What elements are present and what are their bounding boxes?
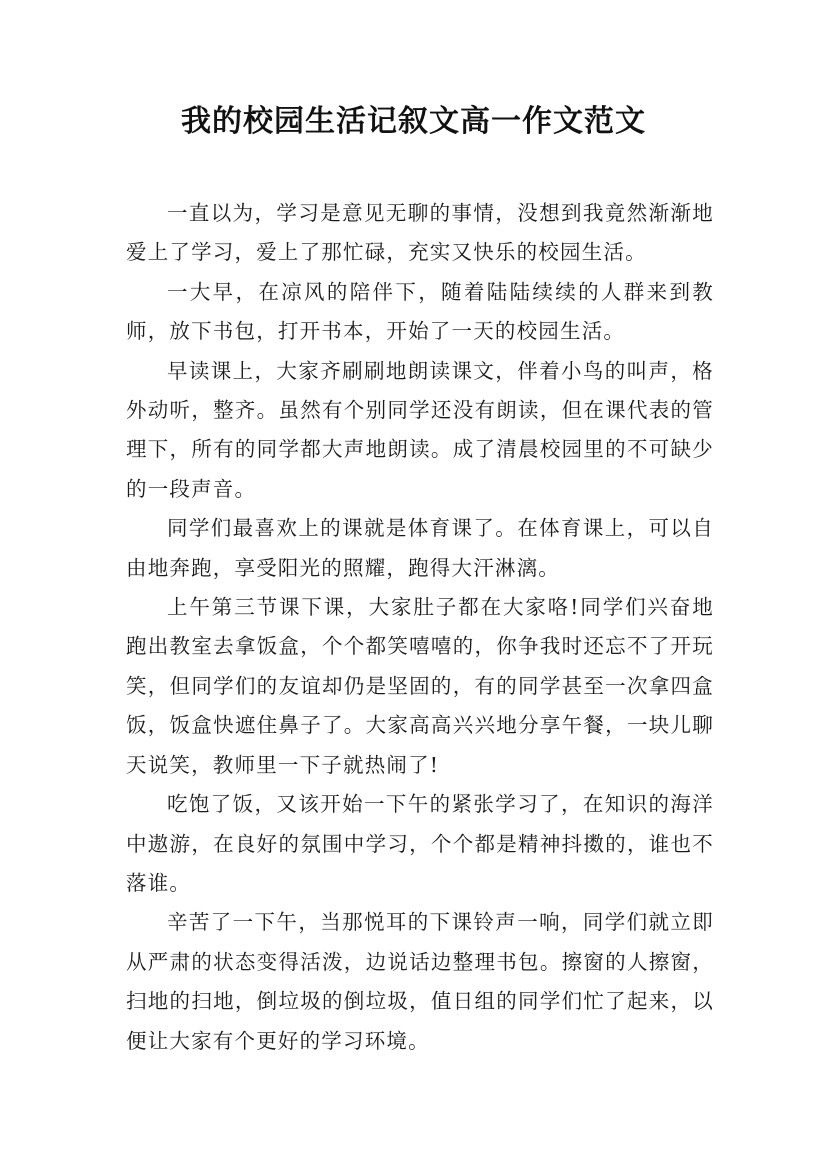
document-title: 我的校园生活记叙文高一作文范文 xyxy=(181,104,646,139)
paragraph: 上午第三节课下课，大家肚子都在大家咯!同学们兴奋地跑出教室去拿饭盒，个个都笑嘻嘻的，你争我时还忘不了开玩笑，但同学们的友谊却仍是坚固的，有的同学甚至一次拿四盒饭，饭盒快遮住鼻子了。大家高高兴兴地分享午餐，一块儿聊天说笑，教师里一下子就热闹了! xyxy=(126,595,714,777)
paragraph: 同学们最喜欢上的课就是体育课了。在体育课上，可以自由地奔跑，享受阳光的照耀，跑得大汗淋漓。 xyxy=(126,516,714,580)
paragraph: 早读课上，大家齐刷刷地朗读课文，伴着小鸟的叫声，格外动听，整齐。虽然有个别同学还没有朗读，但在课代表的管理下，所有的同学都大声地朗读。成了清晨校园里的不可缺少的一段声音。 xyxy=(126,358,714,501)
paragraph: 吃饱了饭，又该开始一下午的紧张学习了，在知识的海洋中遨游，在良好的氛围中学习，个个都是精神抖擞的，谁也不落谁。 xyxy=(126,792,714,895)
paragraph: 一直以为，学习是意见无聊的事情，没想到我竟然渐渐地爱上了学习，爱上了那忙碌，充实又快乐的校园生活。 xyxy=(126,201,714,265)
paragraph: 一大早，在凉风的陪伴下，随着陆陆续续的人群来到教师，放下书包，打开书本，开始了一天的校园生活。 xyxy=(126,279,714,344)
paragraph: 辛苦了一下午，当那悦耳的下课铃声一响，同学们就立即从严肃的状态变得活泼，边说话边整理书包。擦窗的人擦窗，扫地的扫地，倒垃圾的倒垃圾，值日组的同学们忙了起来，以便让大家有个更好的学习环境。 xyxy=(126,910,714,1053)
document-body xyxy=(126,194,714,1061)
